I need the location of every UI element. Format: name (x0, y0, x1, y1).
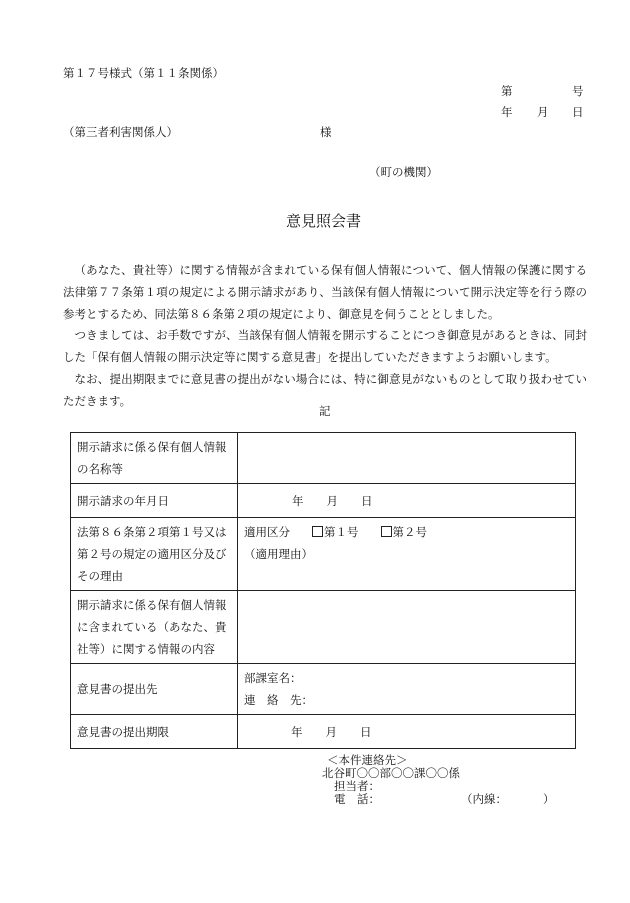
page-title: 意見照会書 (286, 212, 362, 230)
date-year: 年 (501, 105, 513, 119)
request-date-month: 月 (326, 493, 338, 508)
request-date-year: 年 (292, 493, 304, 508)
contact-office: 北谷町〇〇部〇〇課〇〇係 (322, 766, 460, 780)
value-info-name[interactable] (238, 433, 576, 484)
body-paragraph-2: つきましては、お手数ですが、当該保有個人情報を開示することにつき御意見があるときは、同封した「保有個人情報の開示決定等に関する意見書」を提出していただきますようお願いします。 (63, 328, 587, 365)
label-applicable-category: 法第８６条第２項第１号又は第２号の規定の適用区分及びその理由 (71, 518, 238, 591)
ki-heading: 記 (319, 404, 331, 418)
label-submission-deadline: 意見書の提出期限 (71, 715, 238, 749)
body-text (63, 260, 587, 413)
label-submission-destination: 意見書の提出先 (71, 664, 238, 715)
value-submission-deadline[interactable] (238, 715, 576, 749)
deadline-day: 日 (360, 724, 372, 739)
date-day: 日 (572, 105, 584, 119)
contact-phone: 電 話： (334, 792, 380, 806)
reason-label: （適用理由） (244, 547, 313, 561)
value-request-date[interactable] (238, 484, 576, 518)
value-applicable-category (238, 518, 576, 591)
contact-field-label: 連 絡 先： (244, 693, 313, 707)
checkbox-item-2-label: 第２号 (392, 525, 427, 539)
info-table (70, 432, 576, 749)
label-request-date: 開示請求の年月日 (71, 484, 238, 518)
value-info-content[interactable] (238, 591, 576, 664)
table-row-request-date (71, 484, 576, 518)
deadline-year: 年 (291, 724, 303, 739)
request-date-day: 日 (361, 493, 373, 508)
value-submission-destination (238, 664, 576, 715)
label-info-name: 開示請求に係る保有個人情報の名称等 (71, 433, 238, 484)
doc-number-go: 号 (572, 84, 584, 98)
doc-number-dai: 第 (501, 84, 513, 98)
body-paragraph-1: （あなた、貴社等）に関する情報が含まれている保有個人情報について、個人情報の保護に関する法律第７７条第１項の規定による開示請求があり、当該保有個人情報について開示決定等を行う際の参考とするため、同法第８６条第２項の規定により、御意見を伺うこととしました。 (63, 263, 587, 321)
checkbox-item-1[interactable] (312, 526, 323, 537)
body-paragraph-3: なお、提出期限までに意見書の提出がない場合には、特に御意見がないものとして取り扱わせていただきます。 (63, 371, 587, 408)
category-label: 適用区分 (244, 525, 290, 539)
table-row-applicable-category (71, 518, 576, 591)
deadline-month: 月 (325, 724, 337, 739)
checkbox-item-1-label: 第１号 (324, 525, 359, 539)
label-info-content: 開示請求に係る保有個人情報に含まれている（あなた、貴社等）に関する情報の内容 (71, 591, 238, 664)
table-row-info-name (71, 433, 576, 484)
addressee-name: （第三者利害関係人） (63, 125, 178, 139)
table-row-info-content (71, 591, 576, 664)
sender-agency: （町の機関） (369, 165, 438, 179)
contact-extension-open: （内線： (461, 792, 507, 806)
date-month: 月 (537, 105, 549, 119)
table-row-submission-destination (71, 664, 576, 715)
contact-person: 担当者： (334, 779, 380, 793)
contact-extension-close: ） (543, 792, 555, 806)
table-row-submission-deadline (71, 715, 576, 749)
contact-heading: ＜本件連絡先＞ (327, 753, 408, 767)
addressee-honorific: 様 (320, 125, 332, 139)
checkbox-item-2[interactable] (381, 526, 392, 537)
form-number: 第１７号様式（第１１条関係） (63, 66, 224, 80)
dept-field-label: 部課室名： (244, 671, 302, 685)
